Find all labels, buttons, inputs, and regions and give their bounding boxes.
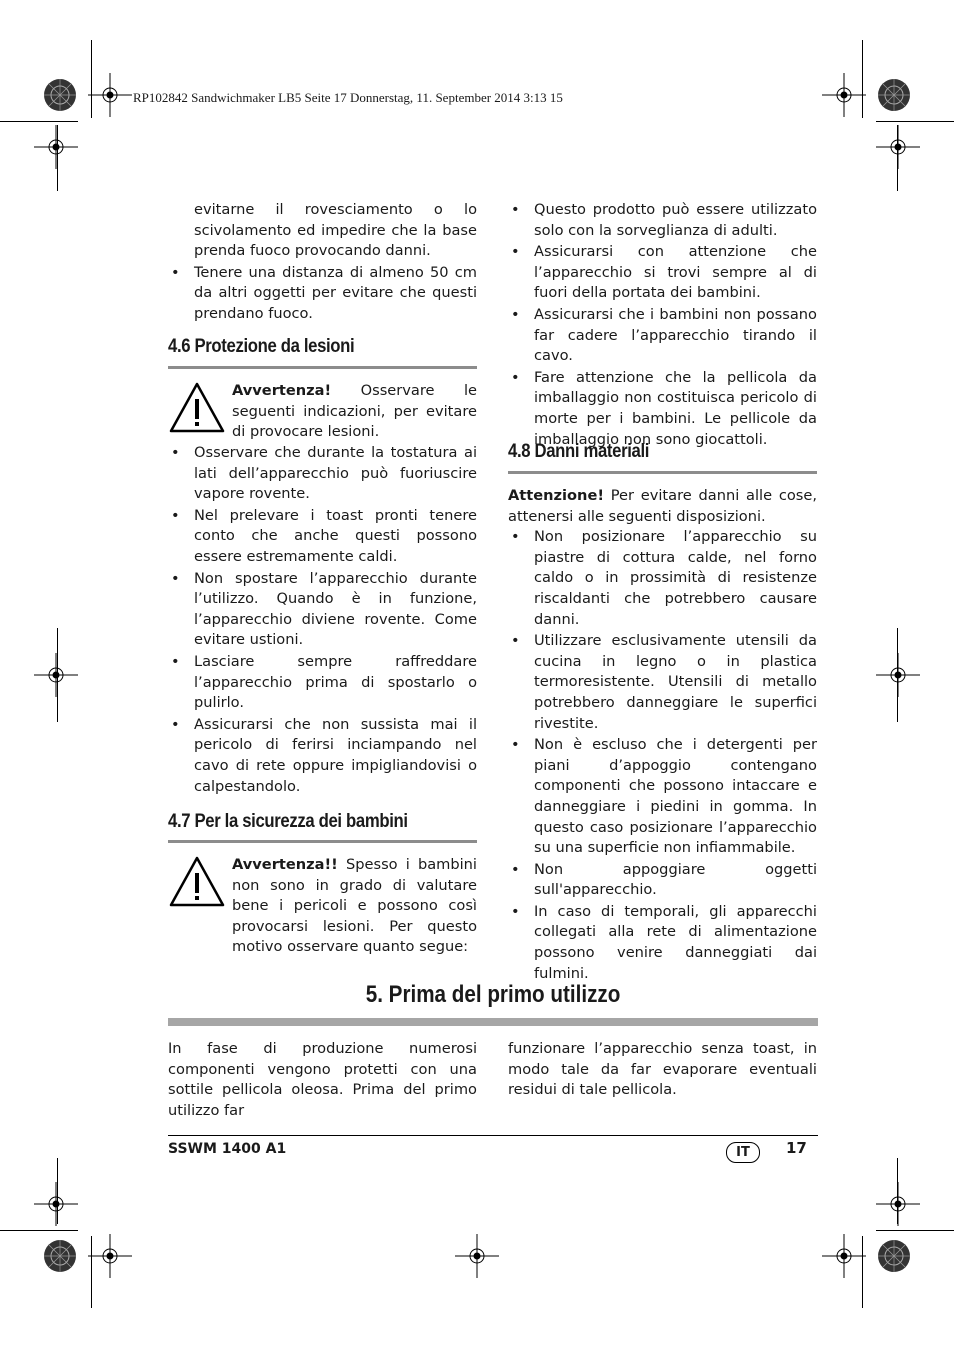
registration-mark-rosette-top-right: [874, 75, 914, 115]
warning-body: Osservare le seguenti indicazioni, per evitare di provocare lesioni.: [232, 382, 477, 441]
chapter5-paragraph-right: [508, 1039, 817, 1101]
bullet-list-4-8: [508, 527, 817, 984]
list-item: • Non spostare l’apparecchio durante l’utilizzo. Quando è in funzione, l’apparecchio diviene rovente. Come evitare ustioni.: [168, 569, 477, 651]
crop-line: [897, 628, 898, 722]
list-item: • Non appoggiare oggetti sull'apparecchio.: [508, 860, 817, 901]
paragraph: In fase di produzione numerosi componenti vengono protetti con una sottile pellicola oleosa. Prima del primo utilizzo far: [168, 1040, 477, 1119]
crosshair-mark-left-upper: [34, 125, 78, 169]
crosshair-mark-right-lower: [876, 1182, 920, 1226]
crop-line: [876, 1230, 954, 1231]
footer-rule: [168, 1135, 818, 1136]
crop-line: [897, 125, 898, 191]
warning-text: [232, 855, 477, 958]
attention-block-4-8: [508, 486, 817, 985]
list-item: • Questo prodotto può essere utilizzato solo con la sorveglianza di adulti.: [508, 200, 817, 241]
attention-label: Attenzione!: [508, 487, 604, 504]
section-rule: [508, 471, 817, 474]
crosshair-mark-bottom-center: [455, 1234, 499, 1278]
chapter-rule: [168, 1018, 818, 1026]
crop-line: [57, 125, 58, 191]
warning-triangle-icon: [168, 855, 226, 907]
crosshair-mark-bottom-right: [822, 1234, 866, 1278]
left-column: [168, 200, 477, 326]
bullet-list-4-6: [168, 443, 477, 798]
warning-label: Avvertenza!!: [232, 856, 338, 873]
registration-mark-rosette-top-left: [40, 75, 80, 115]
chapter-heading-5: [168, 981, 818, 1009]
registration-mark-rosette-bottom-left: [40, 1236, 80, 1276]
crosshair-mark-top-right: [822, 73, 866, 117]
crop-line: [91, 1236, 92, 1308]
chapter-title: 5. Prima del primo utilizzo: [365, 981, 621, 1008]
crosshair-mark-left-middle: [34, 653, 78, 697]
attention-body: Per evitare danni alle cose, attenersi alle seguenti disposizioni.: [508, 487, 817, 525]
warning-label: Avvertenza!: [232, 382, 332, 399]
crop-line: [0, 1230, 78, 1231]
print-header: RP102842 Sandwichmaker LB5 Seite 17 Donnerstag, 11. September 2014 3:13 15: [133, 90, 563, 105]
right-column-bullets: [508, 200, 817, 451]
continued-paragraph: evitarne il rovesciamento o lo scivolamento ed impedire che la base prenda fuoco provocando danni.: [194, 201, 477, 260]
warning-block-4-6: [168, 381, 477, 445]
footer-model: SSWM 1400 A1: [168, 1141, 287, 1157]
crosshair-mark-right-upper: [876, 125, 920, 169]
page-number: 17: [786, 1139, 807, 1157]
crop-line: [0, 121, 78, 122]
warning-text: [232, 381, 477, 443]
warning-body: Spesso i bambini non sono in grado di valutare bene i pericoli e possono così provocarsi lesioni. Per questo motivo osservare quanto segue:: [232, 856, 477, 956]
registration-mark-rosette-bottom-right: [874, 1236, 914, 1276]
section-heading-4-6: 4.6 Protezione da lesioni: [168, 336, 355, 357]
crosshair-mark-left-lower: [34, 1182, 78, 1226]
list-item: • Lasciare sempre raffreddare l’apparecchio prima di spostarlo o pulirlo.: [168, 652, 477, 714]
crop-line: [862, 1236, 863, 1308]
crosshair-mark-right-middle: [876, 653, 920, 697]
continued-bullet-list: [168, 263, 477, 325]
crosshair-mark-bottom-left: [88, 1234, 132, 1278]
crop-line: [91, 40, 92, 118]
paragraph: funzionare l’apparecchio senza toast, in modo tale da far evaporare eventuali residui di tale pellicola.: [508, 1040, 817, 1099]
crosshair-mark-top-left: [88, 73, 132, 117]
list-item: • In caso di temporali, gli apparecchi collegati alla rete di alimentazione possono venire danneggiati dai fulmini.: [508, 902, 817, 984]
chapter5-paragraph-left: [168, 1039, 477, 1121]
list-item: • Fare attenzione che la pellicola da imballaggio non costituisca pericolo di morte per i bambini. Le pellicole da imballaggio non sono giocattoli.: [508, 368, 817, 450]
list-item: • Assicurarsi che non sussista mai il pericolo di ferirsi inciampando nel cavo di rete oppure impigliandovisi o calpestandolo.: [168, 715, 477, 797]
list-item: • Osservare che durante la tostatura ai lati dell’apparecchio può fuoriuscire vapore rovente.: [168, 443, 477, 505]
warning-triangle-icon: [168, 381, 226, 433]
section-heading-4-7: 4.7 Per la sicurezza dei bambini: [168, 811, 408, 832]
list-item: • Assicurarsi con attenzione che l’apparecchio si trovi sempre al di fuori della portata dei bambini.: [508, 242, 817, 304]
language-badge: IT: [726, 1142, 760, 1163]
crop-line: [57, 628, 58, 722]
section-heading-4-8: 4.8 Danni materiali: [508, 441, 650, 462]
section-rule: [168, 840, 477, 843]
list-item: • Nel prelevare i toast pronti tenere conto che anche questi possono essere estremamente caldi.: [168, 506, 477, 568]
list-item: • Assicurarsi che i bambini non possano far cadere l’apparecchio tirando il cavo.: [508, 305, 817, 367]
crop-line: [57, 1158, 58, 1224]
crop-line: [897, 1158, 898, 1224]
list-item: • Non è escluso che i detergenti per piani d’appoggio contengano componenti che possono intaccare e danneggiare i piedini in gomma. In questo caso posizionare l’apparecchio su una superficie non infiammabile.: [508, 735, 817, 859]
attention-text: [508, 486, 817, 527]
list-item: • Non posizionare l’apparecchio su piastre di cottura calde, nel forno caldo o in prossimità di resistenze riscaldanti che potrebbero causare danni.: [508, 527, 817, 630]
crop-line: [862, 40, 863, 118]
list-item: • Utilizzare esclusivamente utensili da cucina in legno o in plastica termoresistente. Utensili di metallo potrebbero danneggiare le superfici rivestite.: [508, 631, 817, 734]
warning-block-4-7: [168, 855, 477, 955]
list-item: • Tenere una distanza di almeno 50 cm da altri oggetti per evitare che questi prendano fuoco.: [168, 263, 477, 325]
crop-line: [876, 121, 954, 122]
section-rule: [168, 366, 477, 369]
